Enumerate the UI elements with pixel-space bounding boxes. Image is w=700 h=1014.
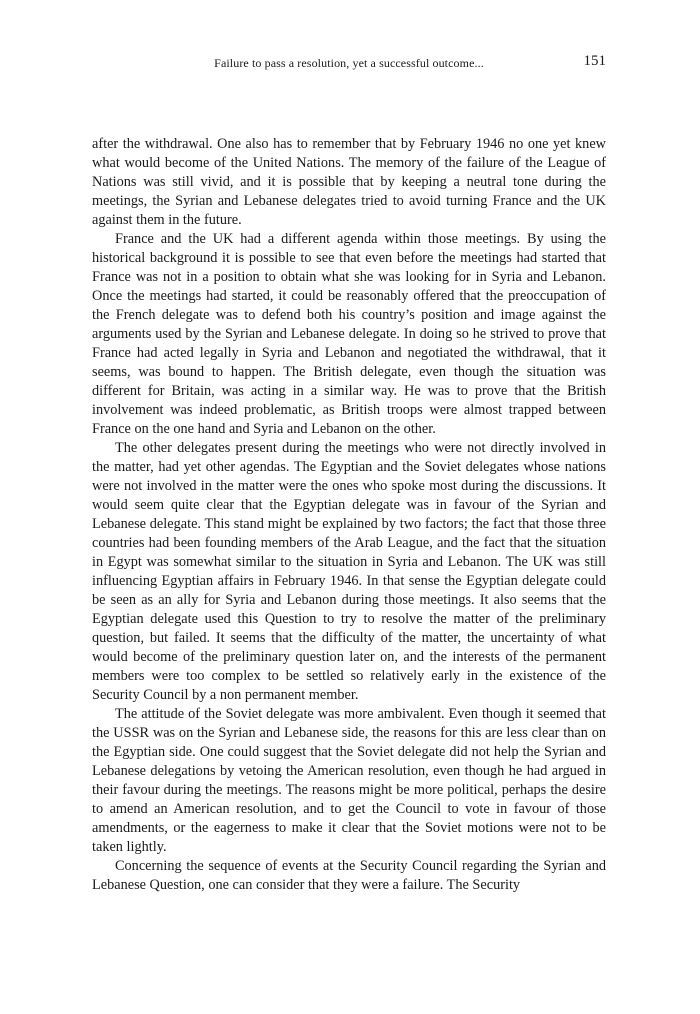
paragraph-3: The other delegates present during the meetings who were not directly involved in the matter, had yet other agendas. The Egyptian and the Soviet delegates whose nations were not involved in the matter were the ones who spoke most during the discussions. It would seem quite clear that the Egyptian delegate was in favour of the Syrian and Lebanese delegate. This stand might be explained by two factors; the fact that those three countries had been founding members of the Arab League, and the fact that the situation in Egypt was somewhat similar to the situation in Syria and Lebanon. The UK was still influencing Egyptian affairs in February 1946. In that sense the Egyptian delegate could be seen as an ally for Syria and Lebanon during those meetings. It also seems that the Egyptian delegate used this Question to try to resolve the matter of the preliminary question, but failed. It seems that the difficulty of the matter, the uncertainty of what would become of the preliminary question later on, and the interests of the permanent members were too complex to be settled so relatively early in the existence of the Security Council by a non permanent member.	[92, 440, 606, 703]
paragraph-4: The attitude of the Soviet delegate was more ambivalent. Even though it seemed that the USSR was on the Syrian and Lebanese side, the reasons for this are less clear than on the Egyptian side. One could suggest that the Soviet delegate did not help the Syrian and Lebanese delegations by vetoing the American resolution, even though he had argued in their favour during the meetings. The reasons might be more political, perhaps the desire to amend an American resolution, and to get the Council to vote in favour of those amendments, or the eagerness to make it clear that the Soviet motions were not to be taken lightly.	[92, 706, 606, 855]
paragraph-1: after the withdrawal. One also has to remember that by February 1946 no one yet knew what would become of the United Nations. The memory of the failure of the League of Nations was still vivid, and it is possible that by keeping a neutral tone during the meetings, the Syrian and Lebanese delegates tried to avoid turning France and the UK against them in the future.	[92, 136, 606, 228]
paragraph-2: France and the UK had a different agenda within those meetings. By using the historical background it is possible to see that even before the meetings had started that France was not in a position to obtain what she was looking for in Syria and Lebanon. Once the meetings had started, it could be reasonably offered that the preoccupation of the French delegate was to defend both his country’s position and image against the arguments used by the Syrian and Lebanese delegate. In doing so he strived to prove that France had acted legally in Syria and Lebanon and negotiated the withdrawal, that it seems, was bound to happen. The British delegate, even though the situation was different for Britain, was acting in a similar way. He was to prove that the British involvement was indeed problematic, as British troops were almost trapped between France on the one hand and Syria and Lebanon on the other.	[92, 231, 606, 437]
running-title: Failure to pass a resolution, yet a successful outcome...	[214, 56, 484, 70]
running-header	[92, 53, 606, 73]
page-number: 151	[583, 53, 606, 69]
paragraph-5: Concerning the sequence of events at the Security Council regarding the Syrian and Lebanese Question, one can consider that they were a failure. The Security	[92, 858, 606, 893]
body-text	[92, 135, 606, 895]
